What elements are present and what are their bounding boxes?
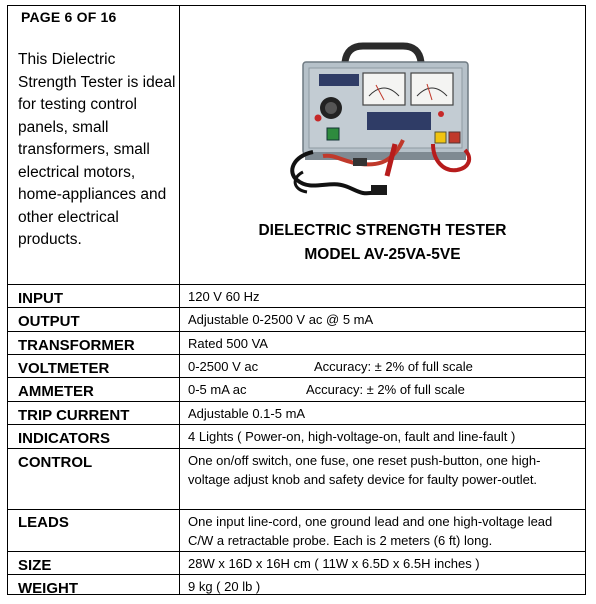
spec-label: SIZE — [18, 557, 52, 574]
spec-value: 9 kg ( 20 lb ) — [188, 579, 261, 594]
spec-value: One on/off switch, one fuse, one reset push-button, one high-voltage adjust knob and safety device for faulty power-outlet. — [188, 453, 541, 487]
row-divider — [8, 574, 585, 575]
product-title: DIELECTRIC STRENGTH TESTER — [258, 222, 507, 239]
spec-value: Adjustable 0-2500 V ac @ 5 mA — [188, 312, 374, 327]
product-model: MODEL AV-25VA-5VE — [304, 246, 461, 263]
spec-sheet — [7, 5, 586, 595]
spec-range: 0-5 mA ac — [188, 382, 247, 397]
spec-label: LEADS — [18, 514, 69, 531]
row-divider — [8, 331, 585, 332]
spec-value: 120 V 60 Hz — [188, 289, 260, 304]
spec-label: INDICATORS — [18, 430, 110, 447]
spec-label: WEIGHT — [18, 580, 78, 597]
spec-accuracy: Accuracy: ± 2% of full scale — [306, 382, 465, 397]
row-divider — [8, 354, 585, 355]
spec-value: One input line-cord, one ground lead and one high-voltage lead C/W a retractable probe. Each is 2 meters (6 ft) long. — [188, 514, 553, 548]
row-divider — [8, 509, 585, 510]
tester-photo — [283, 40, 481, 208]
spec-value: Adjustable 0.1-5 mA — [188, 406, 306, 421]
row-divider — [8, 401, 585, 402]
row-divider — [8, 377, 585, 378]
product-panel — [180, 6, 585, 284]
spec-label: OUTPUT — [18, 313, 80, 330]
spec-label: INPUT — [18, 290, 63, 307]
spec-label: TRANSFORMER — [18, 337, 135, 354]
page-label: PAGE 6 OF 16 — [21, 9, 117, 25]
row-divider — [8, 448, 585, 449]
spec-value — [188, 357, 580, 376]
row-divider — [8, 551, 585, 552]
row-divider — [8, 284, 585, 285]
spec-range: 0-2500 V ac — [188, 359, 259, 374]
intro-text: This Dielectric Strength Tester is ideal for testing control panels, small transformers, small electrical motors, home-appliances and other electrical products. — [18, 51, 176, 248]
spec-value: 4 Lights ( Power-on, high-voltage-on, fault and line-fault ) — [188, 429, 516, 444]
spec-label: CONTROL — [18, 454, 93, 471]
spec-label: VOLTMETER — [18, 360, 110, 377]
row-divider — [8, 424, 585, 425]
spec-value: Rated 500 VA — [188, 336, 268, 351]
spec-label: AMMETER — [18, 383, 94, 400]
spec-label: TRIP CURRENT — [18, 407, 130, 424]
row-divider — [8, 307, 585, 308]
spec-value: 28W x 16D x 16H cm ( 11W x 6.5D x 6.5H inches ) — [188, 556, 480, 571]
spec-accuracy: Accuracy: ± 2% of full scale — [314, 359, 473, 374]
spec-value — [188, 380, 580, 399]
